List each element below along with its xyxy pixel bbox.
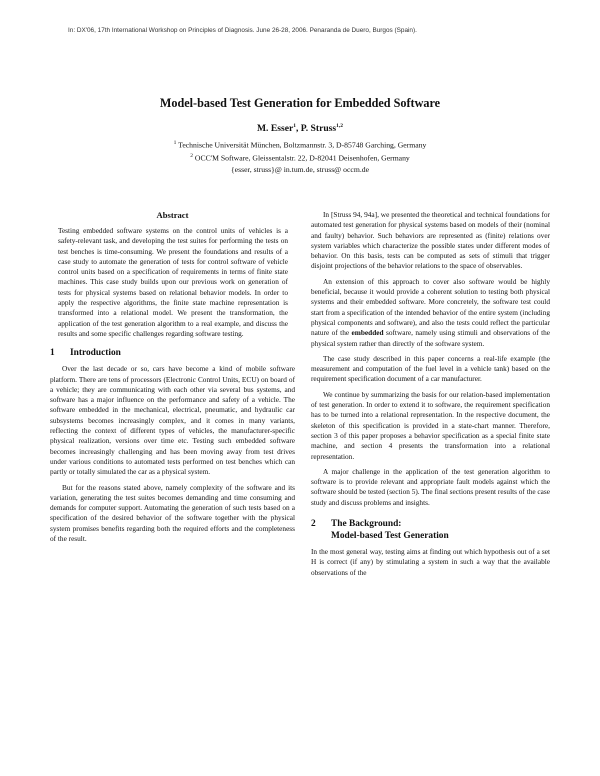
paragraph-text: An extension of this approach to cover also software would be highly beneficial, because it would provide a coherent solution to testing both physical systems and their embedded software. More concretely, the software test could start from a specification of the intended behavior of the entire system (including physical components and software), and also the tests could reflect the particular nature of the — [311, 276, 550, 338]
affiliation-text: OCC'M Software, Gleissentalstr. 22, D-82041 Deisenhofen, Germany — [194, 153, 410, 163]
body-paragraph: But for the reasons stated above, namely complexity of the software and its variation, generating the test suites becomes demanding and time consuming and demands for computer support. Automating the generation of such tests based on a specification of the desired behavior of the software together with the physical system promises benefits regarding both the required efforts and the completeness of the result. — [50, 482, 295, 544]
section-number: 2 — [311, 519, 316, 530]
emphasis-text: embedded — [351, 328, 384, 338]
affiliation-line — [0, 153, 600, 163]
section-title: The Background: — [331, 519, 402, 530]
author-separator: , — [295, 123, 301, 135]
citation-header: In: DX'06, 17th International Workshop on Principles of Diagnosis. June 26-28, 2006. Penaranda de Duero, Burgos (Spain). — [68, 27, 417, 34]
section-heading — [50, 347, 295, 359]
section-title: Introduction — [70, 348, 121, 359]
body-paragraph: In the most general way, testing aims at finding out which hypothesis out of a set H is correct (if any) by stimulating a system in such a way that the available observations of the — [311, 547, 550, 577]
right-column — [311, 210, 550, 578]
author-affil-marker: 1 — [293, 123, 296, 129]
abstract-text: Testing embedded software systems on the control units of vehicles is a safety-relevant task, and developing the test suites for performing the tests on test benches is time-consuming. We present the foundations and results of a case study to automate the generation of tests for control software of vehicle control units based on a specification of requirements in terms of finite state machines. This case study builds upon our previous work on generation of tests for physical systems based on relational behavior models. In order to apply the respective algorithms, the finite state machine representation is transformed into a relational model. We present the transformation, the application of the test generation algorithm to a real example, and discuss the results and some specific challenges regarding software testing. — [58, 226, 288, 338]
body-paragraph: We continue by summarizing the basis for our relation-based implementation of test generation. In order to extend it to software, the requirement specification has to be turned into a relational representation. In the respective document, the skeleton of this specification is provided in a state-chart manner. Therefore, section 3 of this paper proposes a behavior specification as a special finite state machine, and section 4 presents the transformation into a relational representation. — [311, 389, 550, 461]
paragraph-text: software, namely using stimuli and observations of the physical system rather than directly of the software system. — [311, 328, 550, 348]
affiliation-text: Technische Universität München, Boltzmannstr. 3, D-85748 Garching, Germany — [178, 140, 427, 150]
body-paragraph: The case study described in this paper concerns a real-life example (the measurement and computation of the fuel level in a vehicle tank) based on the requirement specification document of a car manufacturer. — [311, 353, 550, 384]
body-paragraph — [311, 277, 550, 349]
abstract-heading: Abstract — [156, 210, 189, 220]
affiliation-marker: 1 — [173, 140, 177, 146]
affiliation-line — [0, 140, 600, 150]
author-name: P. Struss — [300, 123, 337, 135]
author-affil-marker: 1,2 — [336, 123, 344, 129]
affiliation-marker: 2 — [190, 153, 193, 159]
body-paragraph: In [Struss 94, 94a], we presented the theoretical and technical foundations for automated test generation for physical systems based on models of their (nominal and faulty) behavior. Such behaviors are represented as (finite) relations over system variables which characterize the possible states under different modes of behavior. On this basis, tests can be computed as sets of stimuli that trigger disjoint projections of the behavior relations to the space of observables. — [311, 210, 550, 271]
body-paragraph: A major challenge in the application of the test generation algorithm to software is to provide relevant and appropriate fault models against which the software should be tested (section 5). The final sections present results of the case study and discuss problems and insights. — [311, 466, 550, 507]
author-name: M. Esser — [256, 123, 294, 135]
section-subtitle: Model-based Test Generation — [331, 531, 449, 542]
body-paragraph: Over the last decade or so, cars have become a kind of mobile software platform. There are tens of processors (Electronic Control Units, ECU) on board of a vehicle; they are communicating with each other via several bus systems, and software has a major influence on the performance and safety of a vehicle. The software embedded in the mechanical, electrical, pneumatic, and hydraulic car subsystems becomes increasingly complex, and it comes in many variants, reflecting the context of different types of vehicles, the manufacturer-specific physical realization, versions over time etc. Testing such embedded software becomes increasingly challenging and has been moving away from test drives under various conditions to automated tests performed on test benches which can partly or totally simulated the car as a physical system. — [50, 364, 295, 477]
left-column — [50, 210, 295, 544]
author-emails: {esser, struss}@ in.tum.de, struss@ occm.de — [230, 165, 370, 174]
section-number: 1 — [50, 348, 55, 359]
section-heading — [311, 518, 550, 542]
paper-title: Model-based Test Generation for Embedded Software — [159, 96, 441, 110]
author-list — [0, 123, 600, 134]
